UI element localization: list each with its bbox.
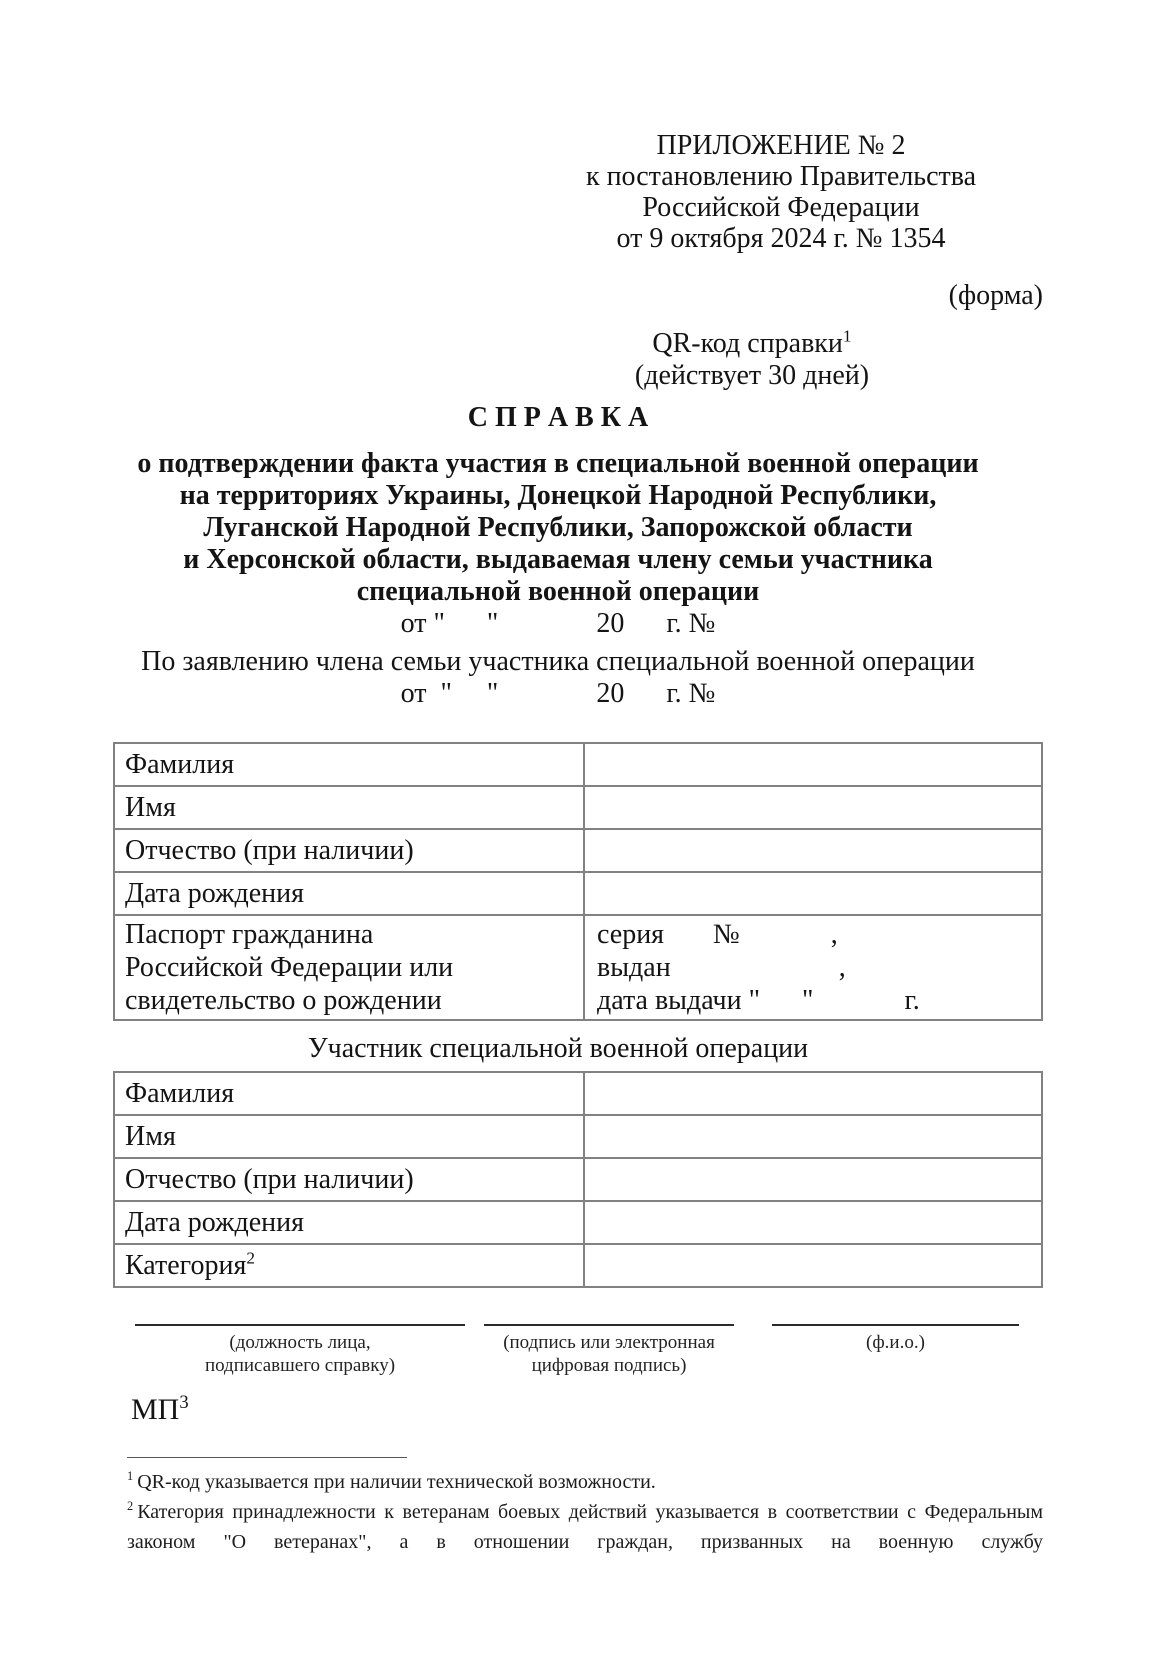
footnote-text: Категория принадлежности к ветеранам боевых действий указывается в соответствии с Федеральным законом "О ветеранах", а в отношении граждан, призванных на военную службу xyxy=(127,1501,1043,1553)
subtitle-line: Луганской Народной Республики, Запорожской области xyxy=(203,512,913,543)
passport-label-line: Российской Федерации или xyxy=(125,952,454,983)
category-label-text: Категория xyxy=(125,1250,247,1281)
field-label-patronymic: Отчество (при наличии) xyxy=(114,1158,584,1201)
table-row xyxy=(114,786,1042,829)
footnote-separator xyxy=(127,1457,407,1458)
signature-block-fio xyxy=(772,1324,1019,1377)
subtitle-line: о подтверждении факта участия в специальной военной операции xyxy=(137,448,979,479)
field-value-cell xyxy=(584,743,1042,786)
table-row xyxy=(114,872,1042,915)
footnote-marker: 3 xyxy=(179,1392,189,1413)
footnote-text: QR-код указывается при наличии технической возможности. xyxy=(137,1471,656,1493)
forma-label: (форма) xyxy=(948,280,1043,311)
passport-value-cell xyxy=(584,915,1042,1020)
application-date-line: от " " 20 г. № xyxy=(400,678,716,709)
application-statement: По заявлению члена семьи участника специальной военной операции xyxy=(141,646,975,677)
field-label-patronymic: Отчество (при наличии) xyxy=(114,829,584,872)
table-row xyxy=(114,1072,1042,1115)
appendix-line: Российской Федерации xyxy=(642,192,920,223)
document-title: С П Р А В К А xyxy=(467,402,649,433)
footnote-marker: 1 xyxy=(127,1469,134,1484)
table-row xyxy=(114,1201,1042,1244)
table-row xyxy=(114,743,1042,786)
field-label-birthdate: Дата рождения xyxy=(114,872,584,915)
caption-line: цифровая подпись) xyxy=(531,1355,687,1376)
table-row xyxy=(114,1115,1042,1158)
passport-label-line: свидетельство о рождении xyxy=(125,985,442,1016)
footnote-2 xyxy=(127,1497,1043,1557)
field-label-surname: Фамилия xyxy=(114,743,584,786)
caption-line: (должность лица, xyxy=(229,1332,371,1353)
subtitle-line: специальной военной операции xyxy=(356,576,760,607)
footnote-marker: 2 xyxy=(127,1499,134,1514)
appendix-header xyxy=(585,130,977,254)
stamp-label: МП xyxy=(131,1393,180,1426)
signature-line xyxy=(772,1324,1019,1326)
document-subtitle xyxy=(113,448,1003,608)
field-value-cell xyxy=(584,786,1042,829)
field-value-cell xyxy=(584,1158,1042,1201)
stamp-placeholder xyxy=(131,1393,1043,1427)
signature-section xyxy=(135,1324,1043,1377)
field-label-firstname: Имя xyxy=(114,786,584,829)
field-value-cell xyxy=(584,1201,1042,1244)
signature-line xyxy=(484,1324,734,1326)
appendix-line: к постановлению Правительства xyxy=(585,161,977,192)
passport-series-line: серия № , xyxy=(597,919,838,950)
table-row xyxy=(114,1158,1042,1201)
subtitle-line: на территориях Украины, Донецкой Народной Республики, xyxy=(179,480,937,511)
passport-issued-line: выдан , xyxy=(597,952,846,983)
field-label-firstname: Имя xyxy=(114,1115,584,1158)
field-label-passport xyxy=(114,915,584,1020)
signature-caption xyxy=(772,1331,1019,1354)
caption-line: подписавшего справку) xyxy=(204,1355,396,1376)
table-row xyxy=(114,1244,1042,1287)
certificate-heading-block xyxy=(113,402,1003,710)
field-label-category xyxy=(114,1244,584,1287)
certificate-date-line: от " " 20 г. № xyxy=(400,608,716,639)
field-value-cell xyxy=(584,829,1042,872)
table-row xyxy=(114,829,1042,872)
signature-block-position xyxy=(135,1324,465,1377)
caption-line: (ф.и.о.) xyxy=(866,1332,925,1353)
caption-line: (подпись или электронная xyxy=(503,1332,715,1353)
footnote-marker: 2 xyxy=(246,1248,256,1268)
field-value-cell xyxy=(584,872,1042,915)
signature-block-signature xyxy=(484,1324,734,1377)
signature-caption xyxy=(484,1331,734,1377)
field-value-cell xyxy=(584,1072,1042,1115)
footnote-1 xyxy=(127,1467,1043,1497)
participant-section-heading: Участник специальной военной операции xyxy=(307,1033,809,1064)
signature-line xyxy=(135,1324,465,1326)
qr-note xyxy=(556,328,948,392)
passport-label-line: Паспорт гражданина xyxy=(125,919,374,950)
appendix-date-line: от 9 октября 2024 г. № 1354 xyxy=(616,223,946,254)
field-value-cell xyxy=(584,1244,1042,1287)
subtitle-line: и Херсонской области, выдаваемая члену семьи участника xyxy=(183,544,933,575)
field-value-cell xyxy=(584,1115,1042,1158)
signature-caption xyxy=(135,1331,465,1377)
qr-validity-line: (действует 30 дней) xyxy=(634,360,870,391)
footnote-marker: 1 xyxy=(842,326,852,346)
family-member-table xyxy=(113,742,1043,1021)
passport-issue-date-line: дата выдачи " " г. xyxy=(597,985,920,1016)
footnotes xyxy=(127,1467,1043,1557)
field-label-birthdate: Дата рождения xyxy=(114,1201,584,1244)
field-label-surname: Фамилия xyxy=(114,1072,584,1115)
qr-note-text: QR-код справки xyxy=(652,328,843,359)
table-row-passport xyxy=(114,915,1042,1020)
appendix-title: ПРИЛОЖЕНИЕ № 2 xyxy=(656,130,906,161)
participant-table xyxy=(113,1071,1043,1288)
qr-note-line xyxy=(556,328,948,360)
